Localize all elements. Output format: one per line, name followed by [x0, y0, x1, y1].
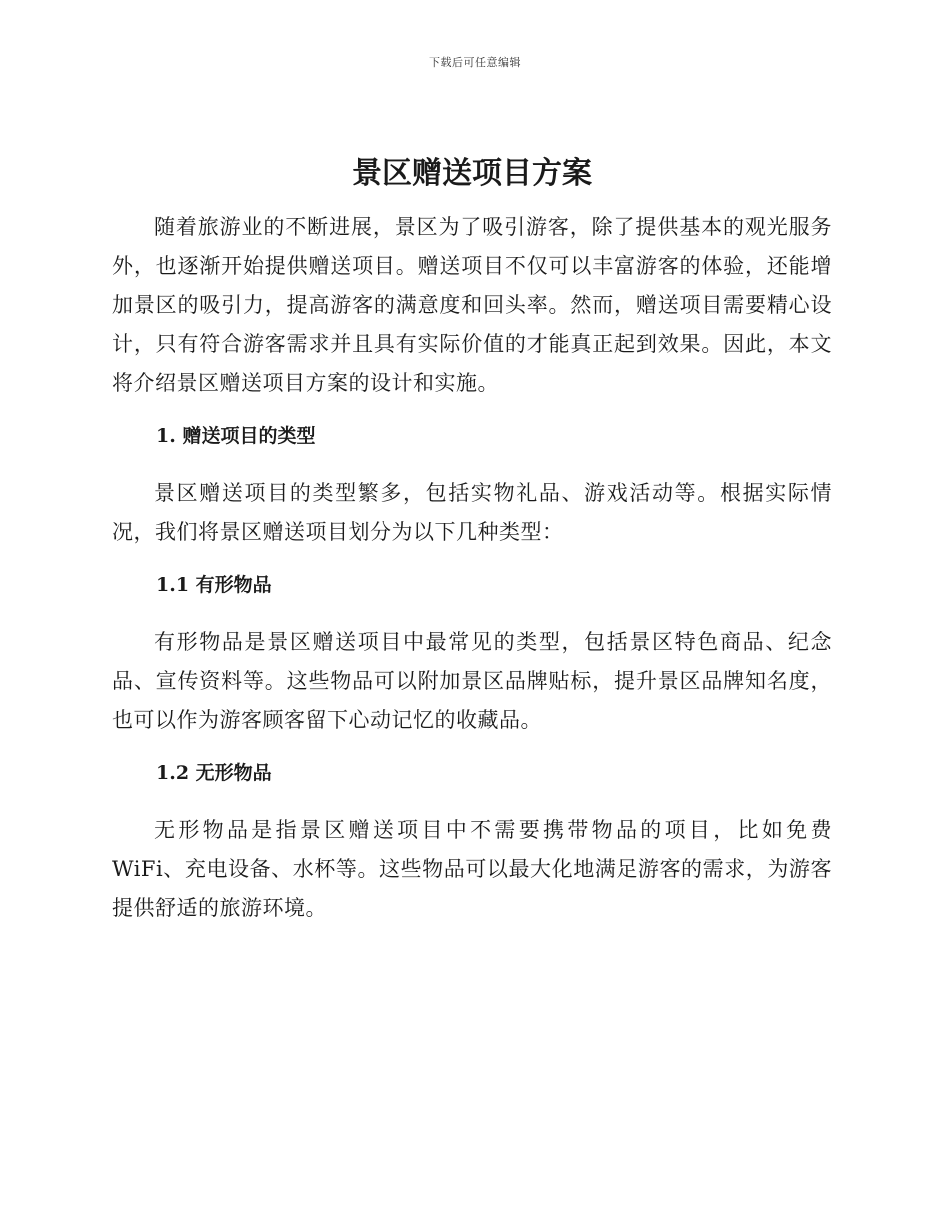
section-heading-types: 1. 赠送项目的类型: [156, 425, 316, 447]
document-title: 景区赠送项目方案: [352, 156, 592, 191]
document-body: [112, 148, 832, 928]
intro-paragraph: 随着旅游业的不断进展，景区为了吸引游客，除了提供基本的观光服务外，也逐渐开始提供赠送项目。赠送项目不仅可以丰富游客的体验，还能增加景区的吸引力，提高游客的满意度和回头率。然而，赠送项目需要精心设计，只有符合游客需求并且具有实际价值的才能真正起到效果。因此，本文将介绍景区赠送项目方案的设计和实施。: [112, 215, 832, 395]
section-paragraph-types: 景区赠送项目的类型繁多，包括实物礼品、游戏活动等。根据实际情况，我们将景区赠送项目划分为以下几种类型：: [112, 481, 832, 544]
section-paragraph-tangible: 有形物品是景区赠送项目中最常见的类型，包括景区特色商品、纪念品、宣传资料等。这些物品可以附加景区品牌贴标，提升景区品牌知名度，也可以作为游客顾客留下心动记忆的收藏品。: [112, 630, 832, 732]
section-paragraph-intangible: 无形物品是指景区赠送项目中不需要携带物品的项目，比如免费 WiFi、充电设备、水杯等。这些物品可以最大化地满足游客的需求，为游客提供舒适的旅游环境。: [112, 818, 832, 920]
section-heading-tangible: 1.1 有形物品: [156, 574, 272, 596]
section-heading-intangible: 1.2 无形物品: [156, 762, 272, 784]
page-header-note: 下载后可任意编辑: [429, 56, 521, 69]
